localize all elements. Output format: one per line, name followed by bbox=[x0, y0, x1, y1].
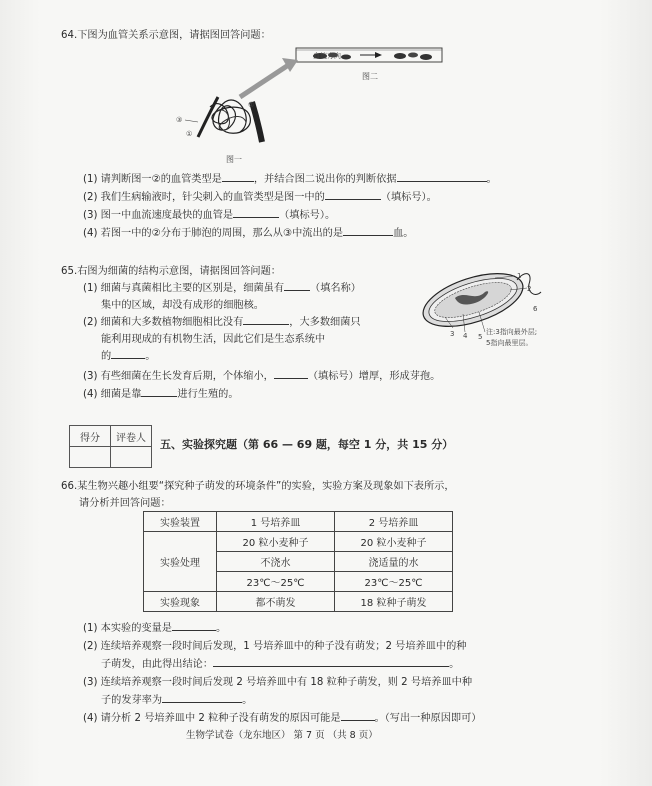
q66-intro-1: 66.某生物兴趣小组要“探究种子萌发的环境条件”的实验，实验方案及现象如下表所示， bbox=[61, 481, 455, 492]
q66-item-2: (2) 连续培养观察一段时间后发现，1 号培养皿中的种子没有萌发；2 号培养皿中的种 bbox=[83, 641, 467, 652]
q65-item-3: (3) 有些细菌在生长发育后期，个体缩小， （填标号）增厚，形成芽孢。 bbox=[83, 371, 441, 382]
q64-item-4: (4) 若图一中的②分布于肺泡的周围，那么从③中流出的是 血。 bbox=[83, 228, 414, 239]
bacteria-note-1: 注:3指向最外层; bbox=[486, 328, 538, 336]
bacteria-label-6: 6 bbox=[533, 305, 538, 313]
q64-vessel-figure bbox=[170, 42, 445, 164]
table-header: 1 号培养皿 bbox=[217, 512, 335, 532]
answer-blank[interactable] bbox=[243, 315, 289, 325]
table-row bbox=[144, 532, 453, 552]
fig1-label-3: ③ bbox=[176, 116, 183, 124]
fig1-label-1: ① bbox=[186, 130, 193, 138]
table-header: 实验装置 bbox=[144, 512, 217, 532]
table-row bbox=[144, 592, 453, 612]
answer-blank[interactable] bbox=[213, 657, 449, 667]
answer-blank[interactable] bbox=[111, 349, 145, 359]
q66-item-4: (4) 请分析 2 号培养皿中 2 粒种子没有萌发的原因可能是 。（写出一种原因即可） bbox=[83, 713, 482, 724]
answer-blank[interactable] bbox=[343, 226, 393, 236]
bacteria-label-1: 1 bbox=[517, 272, 522, 280]
bacteria-label-3: 3 bbox=[450, 330, 455, 338]
bacteria-label-2: 2 bbox=[527, 285, 532, 293]
answer-blank[interactable] bbox=[284, 281, 310, 291]
q65-item-2b: 能利用现成的有机物生活，因此它们是生态系统中 bbox=[101, 334, 326, 345]
q64-item-3: (3) 图一中血流速度最快的血管是 （填标号）。 bbox=[83, 210, 336, 221]
score-cell[interactable] bbox=[70, 447, 111, 468]
answer-blank[interactable] bbox=[162, 693, 242, 703]
answer-blank[interactable] bbox=[397, 172, 487, 182]
table-cell: 23℃～25℃ bbox=[335, 572, 453, 592]
q65-item-2: (2) 细菌和大多数植物细胞相比没有 ，大多数细菌只 bbox=[83, 317, 361, 328]
bacteria-note-2: 5指向最里层。 bbox=[486, 339, 533, 347]
fig2-flow-label: 血流方向 bbox=[313, 52, 341, 60]
q66-item-2b: 子萌发，由此得出结论： 。 bbox=[101, 659, 460, 670]
answer-blank[interactable] bbox=[172, 621, 216, 631]
table-cell: 浇适量的水 bbox=[335, 552, 453, 572]
q64-item-2: (2) 我们生病输液时，针尖刺入的血管类型是图一中的 （填标号）。 bbox=[83, 192, 437, 203]
q65-item-1b: 集中的区域，却没有成形的细胞核。 bbox=[101, 300, 264, 311]
experiment-table bbox=[143, 511, 453, 612]
q66-item-1: (1) 本实验的变量是 。 bbox=[83, 623, 227, 634]
page-footer: 生物学试卷（龙东地区） 第 7 页 （共 8 页） bbox=[186, 730, 378, 741]
grader-label: 评卷人 bbox=[111, 426, 152, 447]
table-cell: 20 粒小麦种子 bbox=[335, 532, 453, 552]
fig1-label-2: ② bbox=[248, 101, 255, 109]
fig2-caption: 图二 bbox=[362, 72, 378, 81]
bacteria-label-5: 5 bbox=[478, 333, 483, 341]
q65-intro: 65.右图为细菌的结构示意图，请据图回答问题： bbox=[61, 266, 281, 277]
q64-intro: 64.下图为血管关系示意图，请据图回答问题： bbox=[61, 30, 271, 41]
q64-item-1: (1) 请判断图一②的血管类型是 ，并结合图二说出你的判断依据 。 bbox=[83, 174, 497, 185]
q65-item-1: (1) 细菌与真菌相比主要的区别是，细菌虽有 （填名称） bbox=[83, 283, 361, 294]
answer-blank[interactable] bbox=[274, 369, 308, 379]
fig1-caption: 图一 bbox=[226, 155, 242, 164]
table-header: 2 号培养皿 bbox=[335, 512, 453, 532]
bacteria-label-4: 4 bbox=[463, 332, 468, 340]
answer-blank[interactable] bbox=[325, 190, 381, 200]
table-group-label: 实验处理 bbox=[144, 532, 217, 592]
answer-blank[interactable] bbox=[341, 711, 375, 721]
score-box bbox=[69, 425, 152, 468]
q66-item-3b: 子的发芽率为 。 bbox=[101, 695, 253, 706]
table-cell: 都不萌发 bbox=[217, 592, 335, 612]
table-row bbox=[144, 512, 453, 532]
score-label: 得分 bbox=[70, 426, 111, 447]
table-cell: 18 粒种子萌发 bbox=[335, 592, 453, 612]
table-cell: 不浇水 bbox=[217, 552, 335, 572]
q65-item-4: (4) 细菌是靠 进行生殖的。 bbox=[83, 389, 239, 400]
q65-item-2c: 的 。 bbox=[101, 351, 156, 362]
answer-blank[interactable] bbox=[222, 172, 254, 182]
grader-cell[interactable] bbox=[111, 447, 152, 468]
answer-blank[interactable] bbox=[233, 208, 279, 218]
q66-item-3: (3) 连续培养观察一段时间后发现 2 号培养皿中有 18 粒种子萌发，则 2 号培养皿中种 bbox=[83, 677, 473, 688]
table-cell: 23℃～25℃ bbox=[217, 572, 335, 592]
table-cell: 20 粒小麦种子 bbox=[217, 532, 335, 552]
section5-title: 五、实验探究题（第 66 — 69 题，每空 1 分，共 15 分） bbox=[160, 438, 454, 451]
table-cell: 实验现象 bbox=[144, 592, 217, 612]
answer-blank[interactable] bbox=[141, 387, 177, 397]
q66-intro-2: 请分析并回答问题： bbox=[79, 498, 171, 509]
